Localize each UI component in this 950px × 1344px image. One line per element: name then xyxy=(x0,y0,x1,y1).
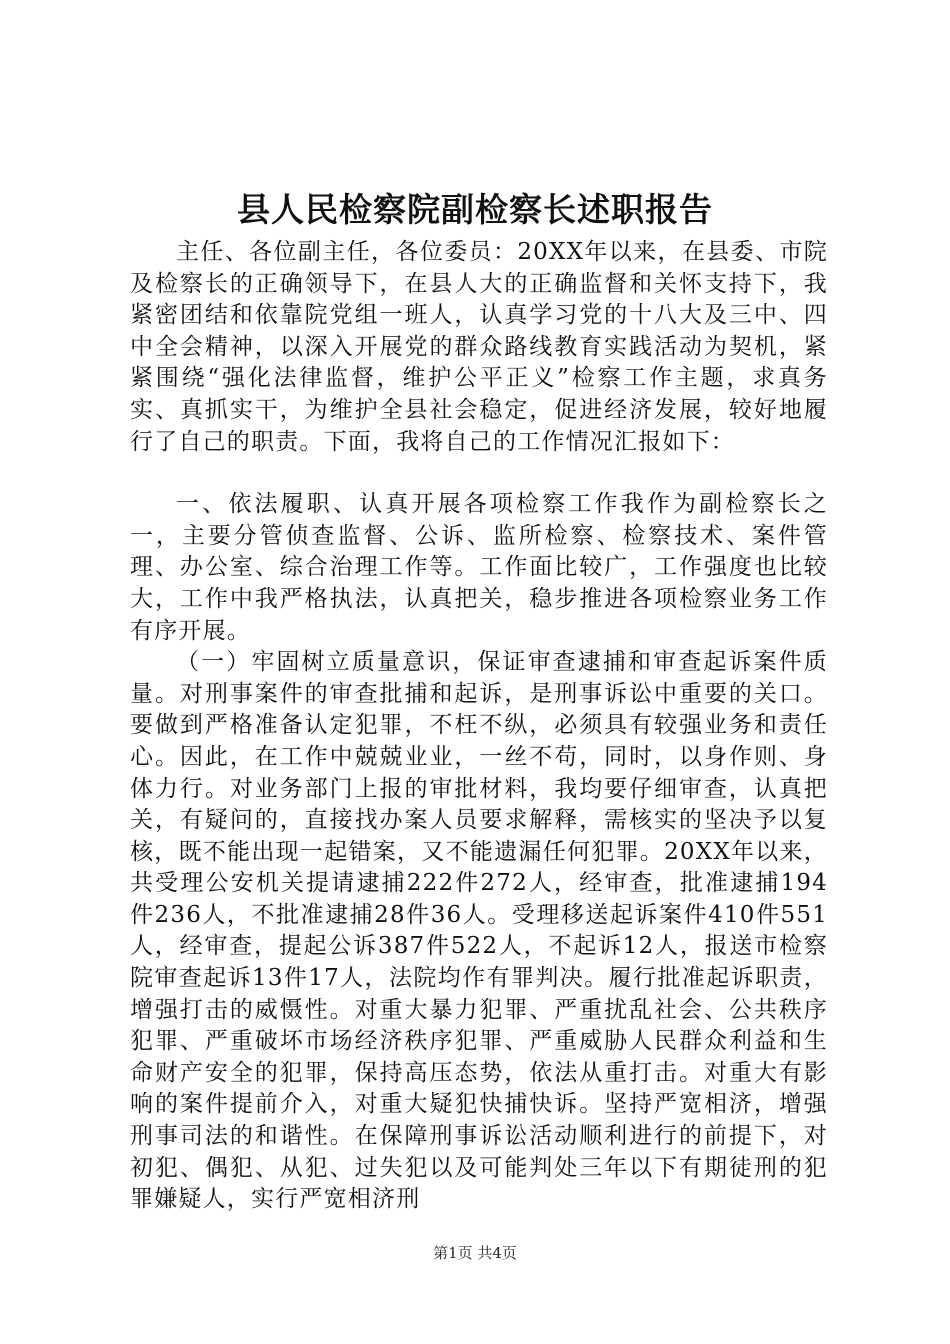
paragraph-subsection-one: （一）牢固树立质量意识，保证审查逮捕和审查起诉案件质量。对刑事案件的审查批捕和起诉，是刑事诉讼中重要的关口。要做到严格准备认定犯罪，不枉不纵，必须具有较强业务和责任心。因此，在工作中兢兢业业，一丝不苟，同时，以身作则、身体力行。对业务部门上报的审批材料，我均要仔细审查，认真把关，有疑问的，直接找办案人员要求解释，需核实的坚决予以复核，既不能出现一起错案，又不能遗漏任何犯罪。20XX年以来，共受理公安机关提请逮捕222件272人，经审查，批准逮捕194件236人，不批准逮捕28件36人。受理移送起诉案件410件551人，经审查，提起公诉387件522人，不起诉12人，报送市检察院审查起诉13件17人，法院均作有罪判决。履行批准起诉职责，增强打击的威慑性。对重大暴力犯罪、严重扰乱社会、公共秩序犯罪、严重破坏市场经济秩序犯罪、严重威胁人民群众利益和生命财产安全的犯罪，保持高压态势，依法从重打击。对重大有影响的案件提前介入，对重大疑犯快捕快诉。坚持严宽相济，增强刑事司法的和谐性。在保障刑事诉讼活动顺利进行的前提下，对初犯、偶犯、从犯、过失犯以及可能判处三年以下有期徒刑的犯罪嫌疑人，实行严宽相济刑 xyxy=(130,649,828,1213)
page-number-footer: 第1页 共4页 xyxy=(433,1244,517,1262)
paragraph-section-one: 一、依法履职、认真开展各项检察工作我作为副检察长之一，主要分管侦查监督、公诉、监所检察、检察技术、案件管理、办公室、综合治理工作等。工作面比较广，工作强度也比较大，工作中我严格执法，认真把关，稳步推进各项检察业务工作有序开展。 xyxy=(130,491,828,644)
document-title: 县人民检察院副检察长述职报告 xyxy=(237,190,713,229)
paragraph-opening: 主任、各位副主任，各位委员：20XX年以来，在县委、市院及检察长的正确领导下，在县人大的正确监督和关怀支持下，我紧密团结和依靠院党组一班人，认真学习党的十八大及三中、四中全会精神，以深入开展党的群众路线教育实践活动为契机，紧紧围绕“强化法律监督，维护公平正义”检察工作主题，求真务实、真抓实干，为维护全县社会稳定，促进经济发展，较好地履行了自己的职责。下面，我将自己的工作情况汇报如下： xyxy=(130,239,828,455)
document-body xyxy=(130,237,828,1216)
